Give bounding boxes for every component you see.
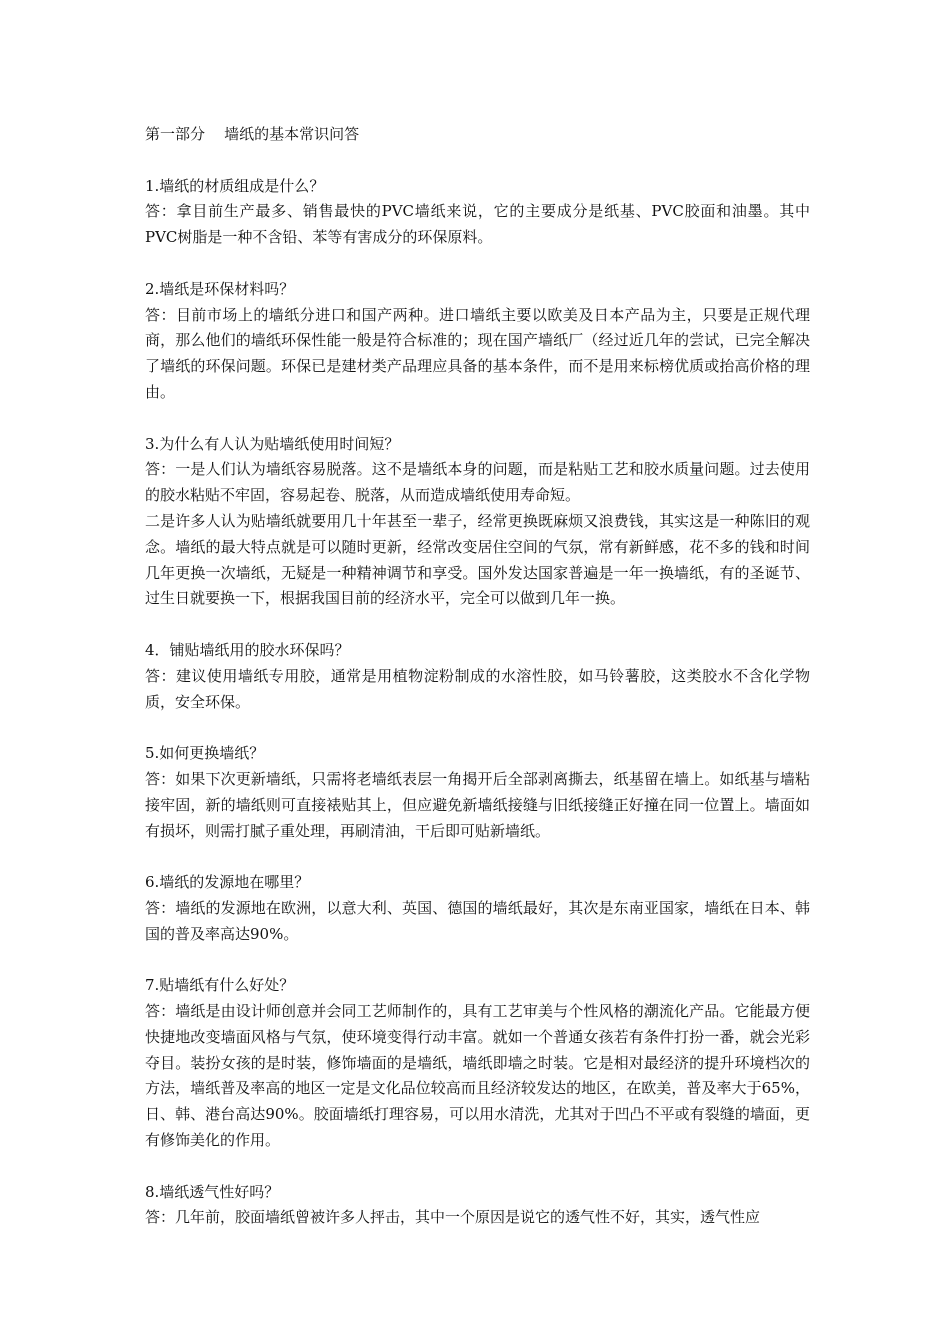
answer-1: 答：拿目前生产最多、销售最快的PVC墙纸来说，它的主要成分是纸基、PVC胶面和油墨。其中PVC树脂是一种不含铅、苯等有害成分的环保原料。	[145, 202, 810, 247]
question-7: 7.贴墙纸有什么好处？	[145, 976, 295, 995]
question-8: 8.墙纸透气性好吗？	[145, 1182, 280, 1201]
answer-6: 答：墙纸的发源地在欧洲，以意大利、英国、德国的墙纸最好，其次是东南亚国家，墙纸在日本、韩国的普及率高达90%。	[145, 898, 810, 943]
answer-7: 答：墙纸是由设计师创意并会同工艺师制作的，具有工艺审美与个性风格的潮流化产品。它能最方便快捷地改变墙面风格与气氛，使环境变得行动丰富。就如一个普通女孩若有条件打扮一番，就会光彩夺目。装扮女孩的是时装，修饰墙面的是墙纸，墙纸即墙之时装。它是相对最经济的提升环境档次的方法，墙纸普及率高的地区一定是文化品位较高而且经济较发达的地区，在欧美，普及率大于65%，日、韩、港台高达90%。胶面墙纸打理容易，可以用水清洗，尤其对于凹凸不平或有裂缝的墙面，更有修饰美化的作用。	[145, 1002, 810, 1150]
answer-8: 答：几年前，胶面墙纸曾被许多人抨击，其中一个原因是说它的透气性不好，其实，透气性应	[145, 1208, 761, 1227]
answer-4: 答：建议使用墙纸专用胶，通常是用植物淀粉制成的水溶性胶，如马铃薯胶，这类胶水不含化学物质，安全环保。	[145, 666, 810, 711]
answer-3-part-2: 二是许多人认为贴墙纸就要用几十年甚至一辈子，经常更换既麻烦又浪费钱，其实这是一种陈旧的观念。墙纸的最大特点就是可以随时更新，经常改变居住空间的气氛，常有新鲜感，花不多的钱和时间几年更换一次墙纸，无疑是一种精神调节和享受。国外发达国家普遍是一年一换墙纸，有的圣诞节、过生日就要换一下，根据我国目前的经济水平，完全可以做到几年一换。	[145, 511, 810, 608]
answer-2: 答：目前市场上的墙纸分进口和国产两种。进口墙纸主要以欧美及日本产品为主，只要是正规代理商，那么他们的墙纸环保性能一般是符合标准的；现在国产墙纸厂（经过近几年的尝试，已完全解决了墙纸的环保问题。环保已是建材类产品理应具备的基本条件，而不是用来标榜优质或抬高价格的理由。	[145, 305, 810, 401]
qa-section-8	[145, 1180, 810, 1232]
question-1: 1.墙纸的材质组成是什么？	[145, 176, 325, 195]
question-6: 6.墙纸的发源地在哪里？	[145, 873, 310, 892]
question-4: 4．铺贴墙纸用的胶水环保吗？	[145, 640, 350, 659]
qa-section-1	[145, 174, 810, 251]
answer-3-part-1: 答：一是人们认为墙纸容易脱落。这不是墙纸本身的问题，而是粘贴工艺和胶水质量问题。过去使用的胶水粘贴不牢固，容易起卷、脱落，从而造成墙纸使用寿命短。	[145, 460, 810, 505]
qa-section-2	[145, 277, 810, 406]
qa-section-3	[145, 432, 810, 613]
document-page	[145, 122, 810, 1257]
question-2: 2.墙纸是环保材料吗？	[145, 279, 295, 298]
qa-section-4	[145, 638, 810, 715]
qa-section-6	[145, 870, 810, 947]
question-3: 3.为什么有人认为贴墙纸使用时间短？	[145, 434, 400, 453]
question-5: 5.如何更换墙纸？	[145, 744, 265, 763]
answer-5: 答：如果下次更新墙纸，只需将老墙纸表层一角揭开后全部剥离撕去，纸基留在墙上。如纸基与墙粘接牢固，新的墙纸则可直接裱贴其上，但应避免新墙纸接缝与旧纸接缝正好撞在同一位置上。墙面如有损坏，则需打腻子重处理，再刷清油，干后即可贴新墙纸。	[145, 769, 810, 840]
qa-section-5	[145, 741, 810, 844]
document-title: 第一部分 墙纸的基本常识问答	[145, 125, 360, 143]
qa-section-7	[145, 973, 810, 1154]
